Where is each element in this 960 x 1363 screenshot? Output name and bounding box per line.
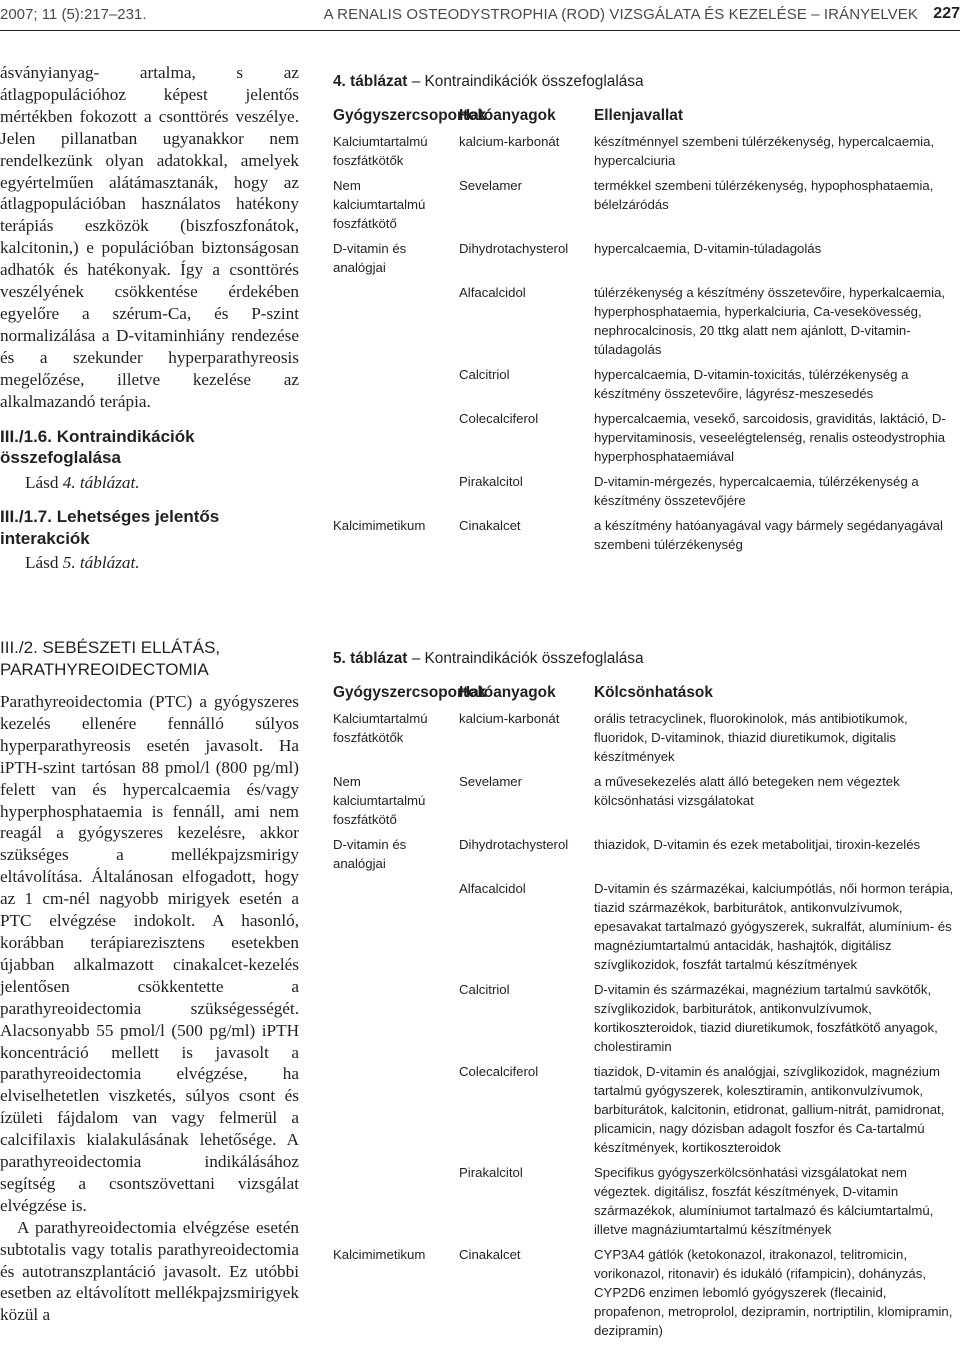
table-row [333,472,960,516]
drug-group-cell [333,365,459,409]
table-row [333,1062,960,1163]
drug-group-cell [333,980,459,1062]
drug-group-cell: Nem kalciumtartalmú foszfátkötő [333,177,426,231]
interaction-cell: a művesekezelés alatt álló betegeken nem végeztek kölcsönhatási vizsgálatokat [594,773,900,808]
active-ingredient-cell: Dihydrotachysterol [459,240,569,256]
active-ingredient-cell: Calcitriol [459,366,510,382]
body-paragraph: Parathyreoidectomia (PTC) a gyógyszeres kezelés ellenére fennálló súlyos hyperparathyreosis esetén javasolt. Ha iPTH-szint tartósan 88 pmol/l (800 pg/ml) felett van és hypercalcaemia és/vagy hyperphosphataemia is fennáll, ami nem reagál a gyógyszeres kezelésre, akkor szükséges a mellékpajzsmirigy eltávolítása. Általánosan elfogadott, hogy az 1 cm-nél nagyobb mirigyek esetén a PTC elvégzése indokolt. A hasonló, korábban terápiarezisztens esetekben újabban alkalmazott cinakalcet-kezelés jelentősen csökkentette a parathyreoidectomia szükségességét. Alacsonyabb 55 pmol/l (500 pg/ml) iPTH koncentráció mellett is javasolt a parathyreoidectomia elvégzése, ha elviselhetetlen viszketés, súlyos csont és ízületi fájdalom van vagy felmerül a calcifilaxis kialakulásának lehetősége. A parathyreoidectomia indikálásához segítség a csontszövettani vizsgálat elvégzése is. [0,692,299,1215]
contraindication-cell: túlérzékenység a készítmény összetevőire, hyperkalcaemia, hyperphosphataemia, hyperkalciuria, Ca-vesekövesség, nephrocalcinosis, 20 ttkg alatt nem ajánlott, D-vitamin-túladagolás [594,284,946,357]
contraindication-cell: hypercalcaemia, D-vitamin-toxicitás, túlérzékenység a készítmény összetevőire, lágyrész-meszesedés [594,366,909,401]
drug-group-cell [333,409,459,472]
drug-group-cell [333,283,459,365]
contraindication-cell: termékkel szembeni túlérzékenység, hypophosphataemia, bélelzáródás [594,177,934,212]
drug-group-cell: Kalcimimetikum [333,1246,426,1262]
drug-group-cell [333,879,459,980]
active-ingredient-cell: Cinakalcet [459,517,521,533]
drug-group-cell: D-vitamin és analógjai [333,836,407,871]
section-heading-parathyreoidectomia: PARATHYREOIDECTOMIA [0,659,209,679]
active-ingredient-cell: Alfacalcidol [459,880,526,896]
drug-group-cell: Nem kalciumtartalmú foszfátkötő [333,773,426,827]
active-ingredient-cell: kalcium-karbonát [459,133,560,149]
table-5-number: 5. táblázat [333,650,408,667]
see-label: Lásd [25,472,63,492]
column-header: Ellenjavallat [594,107,683,124]
interaction-cell: CYP3A4 gátlók (ketokonazol, itrakonazol, telitromicin, vorikonazol, ritonavir) és idukáló (rifampicin), dohányzás, CYP2D6 enzimen lebomló gyógyszerek (flecainid, propafenon, metroprolol, dezipramin, nortriptilin, klomipramin, dezipramin) [594,1246,953,1338]
table-4-number: 4. táblázat [333,73,408,90]
table-4-caption [333,72,960,92]
table-4 [333,72,960,560]
interactions-table [333,683,960,1346]
header-rule [0,30,960,31]
table-5 [333,649,960,1346]
contraindication-cell: hypercalcaemia, vesekő, sarcoidosis, graviditás, laktáció, D-hypervitaminosis, veseelégtelenség, renalis osteodystrophia hyperphosphataemiával [594,410,946,464]
interaction-cell: D-vitamin és származékai, kalciumpótlás, női hormon terápia, tiazid származékok, barbiturátok, antikonvulzívumok, epesavakat tartalmazó gyógyszerek, sukralfát, alumínium- és magnéziumtartalmú antacidák, hashajtók, digitálisz szívglikozidok, foszfát tartalmú készítmények [594,880,954,972]
drug-group-cell [333,1062,459,1163]
contraindication-cell: D-vitamin-mérgezés, hypercalcaemia, túlérzékenység a készítmény összetevőjére [594,473,919,508]
table-header-row [333,683,960,707]
drug-group-cell [333,1163,459,1245]
interaction-cell: D-vitamin és származékai, magnézium tartalmú savkötők, szívglikozidok, barbiturátok, antikonvulzívumok, kortikoszteroidok, tiazid diuretikumok, foszfátkötő anyagok, cholestiramin [594,981,938,1054]
interaction-cell: tiazidok, D-vitamin és analógjai, szívglikozidok, magnézium tartalmú gyógyszerek, kolesztiramin, antikonvulzívumok, barbiturátok, kalcitonin, etidronat, gallium-nitrát, pamidronat, plicamicin, nagy dózisban adagolt foszfor és Ca-tartalmú készítmények, kortikoszteroidok [594,1063,945,1155]
active-ingredient-cell: Sevelamer [459,177,523,193]
active-ingredient-cell: Sevelamer [459,773,523,789]
active-ingredient-cell: Alfacalcidol [459,284,526,300]
table-row [333,980,960,1062]
contraindication-cell: készítménnyel szembeni túlérzékenység, hypercalcaemia, hypercalciuria [594,133,935,168]
table-row [333,1245,960,1346]
active-ingredient-cell: Pirakalcitol [459,1164,523,1180]
interaction-cell: thiazidok, D-vitamin és ezek metabolitjai, tiroxin-kezelés [594,836,921,852]
table-5-caption [333,649,960,669]
table-row [333,283,960,365]
table-row [333,879,960,980]
table-header-row [333,106,960,130]
body-paragraph: A parathyreoidectomia elvégzése esetén subtotalis vagy totalis parathyreoidectomia és autotranszplantáció javasolt. Ez utóbbi esetben az eltávolított mellékpajzsmirigyek közül a [0,1217,299,1325]
section-heading-contraindications: III./1.6. Kontraindikációk összefoglalása [0,426,195,467]
table-row [333,130,960,176]
contraindication-cell: hypercalcaemia, D-vitamin-túladagolás [594,240,822,256]
left-column-bottom [0,637,299,1326]
contraindications-table [333,106,960,560]
drug-group-cell [333,472,459,516]
table-4-reference[interactable]: 4. táblázat. [62,472,140,492]
drug-group-cell: Kalcimimetikum [333,517,426,533]
caption-dash: – [407,73,425,90]
see-table-5 [0,552,299,574]
drug-group-cell: Kalciumtartalmú foszfátkötők [333,710,428,745]
table-row [333,365,960,409]
table-row [333,835,960,879]
see-table-4 [0,472,299,494]
column-header: Gyógyszercsoportok [333,684,487,701]
drug-group-cell: Kalciumtartalmú foszfátkötők [333,133,428,168]
active-ingredient-cell: kalcium-karbonát [459,710,560,726]
active-ingredient-cell: Cinakalcet [459,1246,521,1262]
table-row [333,1163,960,1245]
table-row [333,176,960,239]
body-paragraph: ásványianyag- artalma, s az átlagpopulációhoz képest jelentős mértékben fokozott a csonttörés veszélye. Jelen pillanatban ugyanakkor nem rendelkezünk olyan adatokkal, amelyek egyértelműen alátámasztanák, hogy az átlagpopulációban használatos hatékony terápiás eszközök (biszfoszfonátok, kalcitonin,) e populációban biztonságosan adhatók és hatékonyak. Így a csonttörés veszélyének csökkentése érdekében egyelőre a szérum-Ca, és P-szint normalizálása a D-vitaminhiány rendezése és a szekunder hyperparathyreosis megelőzése, illetve kezelése az alkalmazandó terápia. [0,63,299,411]
active-ingredient-cell: Colecalciferol [459,410,539,426]
interaction-cell: orális tetracyclinek, fluorokinolok, más antibiotikumok, fluoridok, D-vitaminok, thiazid diuretikumok, digitalis készítmények [594,710,908,764]
active-ingredient-cell: Dihydrotachysterol [459,836,569,852]
active-ingredient-cell: Colecalciferol [459,1063,539,1079]
column-header: Hatóanyagok [459,107,556,124]
table-row [333,707,960,772]
table-5-title: Kontraindikációk összefoglalása [424,650,644,667]
running-title: A RENALIS OSTEODYSTROPHIA (ROD) VIZSGÁLATA ÉS KEZELÉSE – IRÁNYELVEK [323,6,918,23]
page-number: 227 [933,5,960,22]
table-row [333,772,960,835]
caption-dash: – [407,650,425,667]
section-heading-surgery: III./2. SEBÉSZETI ELLÁTÁS, [0,638,221,657]
contraindication-cell: a készítmény hatóanyagával vagy bármely segédanyagával szembeni túlérzékenység [594,517,943,552]
table-row [333,516,960,560]
column-header: Kölcsönhatások [594,684,713,701]
active-ingredient-cell: Calcitriol [459,981,510,997]
table-5-reference[interactable]: 5. táblázat. [62,553,140,572]
table-4-title: Kontraindikációk összefoglalása [424,73,644,90]
active-ingredient-cell: Pirakalcitol [459,473,523,489]
interaction-cell: Specifikus gyógyszerkölcsönhatási vizsgálatokat nem végeztek. digitálisz, foszfát készítmények, D-vitamin származékok, alumíniumot tartalmazó és kálciumtartalmú, illetve magnáziumtartalmú készítmények [594,1164,934,1237]
table-row [333,239,960,283]
column-header: Gyógyszercsoportok [333,107,487,124]
column-header: Hatóanyagok [459,684,556,701]
table-row [333,409,960,472]
running-header [0,0,960,30]
journal-citation: 2007; 11 (5):217–231. [0,6,147,23]
left-column-top [0,62,299,574]
section-heading-interactions: III./1.7. Lehetséges jelentős interakciók [0,507,220,548]
see-label: Lásd [25,553,63,572]
drug-group-cell: D-vitamin és analógjai [333,240,407,275]
